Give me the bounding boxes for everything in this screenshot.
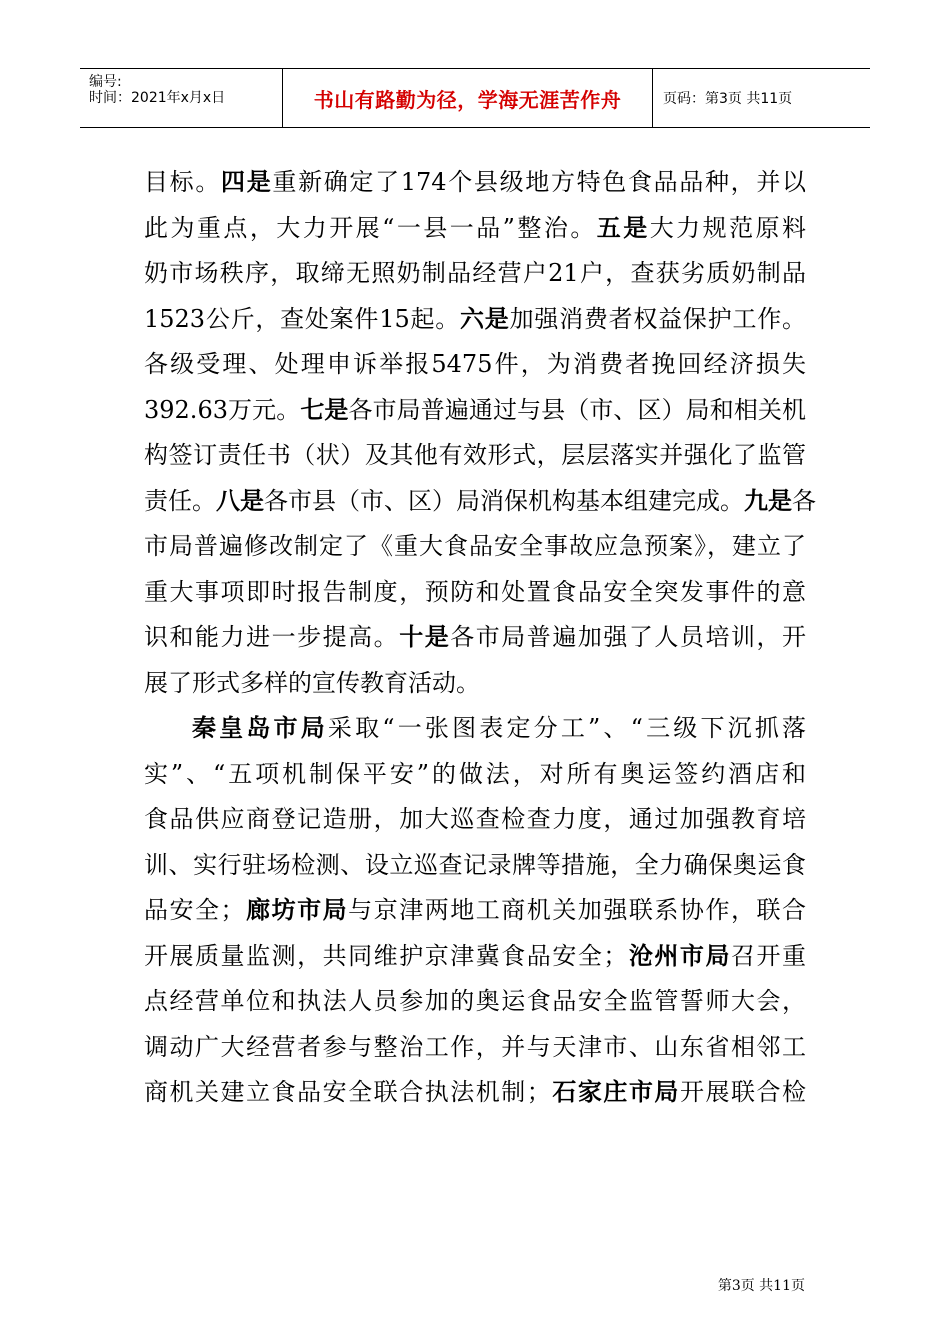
text-line: [144, 524, 806, 570]
text-run: 构签订责任书（状）及其他有效形式，层层落实并强化了监管: [144, 441, 806, 469]
text-run: 训、实行驻场检测、设立巡查记录牌等措施，全力确保奥运食: [144, 850, 806, 879]
bold-phrase: 四是: [221, 168, 273, 196]
text-line: [144, 479, 816, 525]
text-run: 点经营单位和执法人员参加的奥运食品安全监管誓师大会，: [144, 987, 806, 1015]
text-run: 商机关建立食品安全联合执法机制；: [144, 1078, 551, 1106]
bold-phrase: 八是: [216, 486, 264, 515]
text-line: [144, 752, 806, 798]
text-line: [144, 297, 806, 343]
footer-page-number: 第3页 共11页: [717, 1278, 805, 1294]
bold-phrase: 五是: [596, 213, 650, 242]
text-line: [144, 206, 806, 252]
text-run: 各: [792, 486, 816, 515]
page-footer: [718, 1275, 805, 1295]
header-motto-cell: [283, 68, 653, 128]
header-motto: 书山有路勤为径，学海无涯苦作舟: [313, 87, 622, 112]
text-run: 1523公斤，查处案件15起。: [144, 304, 461, 333]
text-run: 市局普遍修改制定了《重大食品安全事故应急预案》，建立了: [144, 532, 806, 560]
text-run: 各级受理、处理申诉举报5475件，为消费者挽回经济损失: [144, 350, 806, 378]
text-run: 与京津两地工商机关加强联系协作，联合: [348, 896, 807, 924]
text-run: 责任。: [144, 486, 216, 515]
text-line: [144, 433, 806, 479]
text-run: 各市县（市、区）局消保机构基本组建完成。: [264, 486, 744, 515]
text-run: 开展质量监测，共同维护京津冀食品安全；: [144, 941, 628, 970]
text-run: 392.63万元。: [144, 395, 301, 424]
text-run: 此为重点，大力开展“一县一品”整治。: [144, 213, 597, 242]
text-line: [144, 615, 806, 661]
bold-phrase: 秦皇岛市局: [192, 714, 328, 742]
text-run: 展了形式多样的宣传教育活动。: [144, 668, 480, 697]
text-run: 调动广大经营者参与整治工作，并与天津市、山东省相邻工: [144, 1032, 806, 1061]
text-line: [144, 797, 806, 843]
header-page-cell: [653, 68, 870, 128]
text-run: 重大事项即时报告制度，预防和处置食品安全突发事件的意: [144, 577, 806, 606]
text-run: 奶市场秩序，取缔无照奶制品经营户21户，查获劣质奶制品: [144, 259, 806, 287]
text-run: 实”、“五项机制保平安”的做法，对所有奥运签约酒店和: [144, 759, 806, 788]
bold-phrase: 沧州市局: [627, 941, 731, 970]
text-line: [144, 661, 806, 707]
text-run: 各市局普遍加强了人员培训，开: [450, 623, 807, 651]
text-line: [144, 388, 806, 434]
text-line: [144, 888, 806, 934]
text-run: 重新确定了174个县级地方特色食品品种，并以: [272, 168, 807, 196]
text-line: [144, 979, 806, 1025]
bold-phrase: 廊坊市局: [244, 896, 349, 924]
bold-phrase: 十是: [399, 623, 451, 651]
text-run: 目标。: [144, 168, 222, 196]
text-run: 各市局普遍通过与县（市、区）局和相关机: [348, 395, 806, 424]
text-line: [144, 934, 806, 980]
text-run: 召开重: [730, 941, 807, 970]
text-run: 采取“一张图表定分工”、“三级下沉抓落: [327, 714, 807, 742]
text-line: [144, 843, 806, 889]
text-run: 开展联合检: [679, 1078, 807, 1106]
document-number-label: 编号:: [89, 74, 122, 90]
text-line: [144, 342, 806, 388]
document-date-label: 时间：2021年x月x日: [89, 90, 226, 106]
text-line: [144, 706, 806, 752]
text-run: 识和能力进一步提高。: [144, 623, 400, 651]
header-page-code: 页码：第3页 共11页: [663, 91, 793, 107]
header-bottom-rule: [80, 127, 870, 128]
page-header: [80, 68, 870, 128]
text-line: [144, 251, 806, 297]
text-line: [144, 160, 806, 206]
header-meta-cell: [80, 68, 283, 128]
text-line: [144, 1025, 806, 1071]
text-line: [144, 1070, 806, 1116]
document-body: [144, 160, 816, 1116]
text-run: 品安全；: [144, 896, 245, 924]
bold-phrase: 六是: [460, 304, 510, 333]
text-run: 加强消费者权益保护工作。: [509, 304, 806, 333]
text-line: [144, 570, 806, 616]
bold-phrase: 九是: [744, 486, 792, 515]
text-run: 大力规范原料: [649, 213, 807, 242]
text-run: 食品供应商登记造册，加大巡查检查力度，通过加强教育培: [144, 805, 806, 833]
bold-phrase: 石家庄市局: [550, 1078, 680, 1106]
bold-phrase: 七是: [300, 395, 349, 424]
